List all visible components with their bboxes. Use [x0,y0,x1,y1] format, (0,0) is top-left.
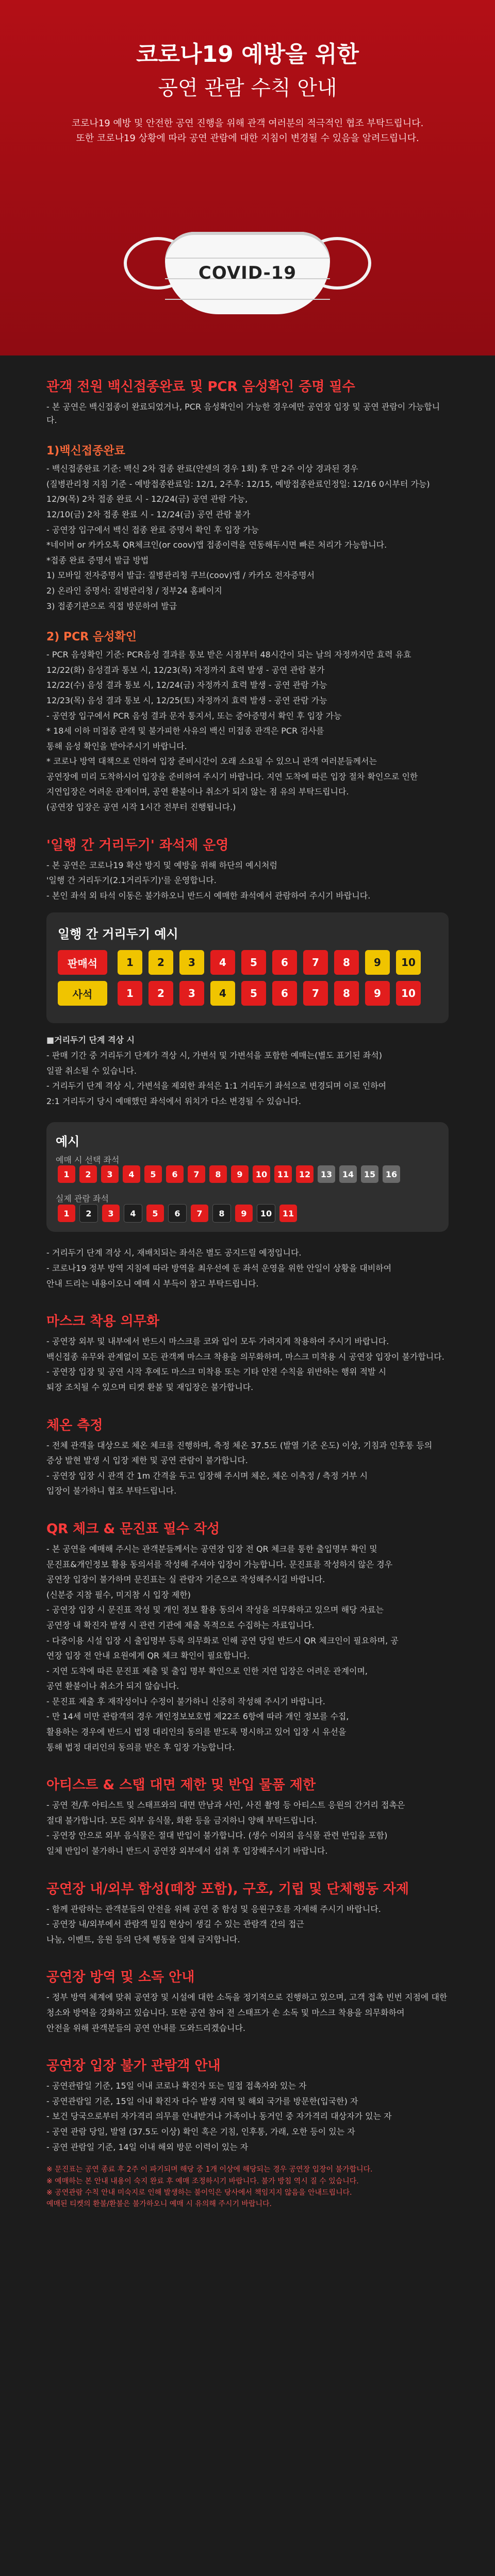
section-line: 퇴장 조치될 수 있으며 티켓 환불 및 재입장은 불가합니다. [46,1382,254,1392]
section-line: 12/22(수) 음성 결과 통보 시, 12/24(금) 자정까지 효력 발생 - 공연 관람 가능 [46,680,327,690]
mask-illustration [124,216,371,340]
distancing-note: ■거리두기 단계 격상 시 [46,1035,135,1045]
example-seat: 5 [144,1165,162,1183]
section-line: 12/23(목) 음성 결과 통보 시, 12/25(토) 자정까지 효력 발생 - 공연 관람 가능 [46,695,327,705]
section-line: 3) 접종기관으로 직접 방문하여 발급 [46,601,177,611]
section-line: - 본인 좌석 외 타석 이동은 불가하오니 반드시 예매한 좌석에서 관람하여 주시기 바랍니다. [46,890,371,901]
seat-distancing-panel [46,912,449,1023]
footer-line: 예매된 티켓의 환불/환불은 불가하오니 예매 시 유의해 주시기 바랍니다. [46,2200,272,2209]
section-title-mask: 마스크 착용 의무화 [46,1314,160,1330]
section-title-vaccine: 관객 전원 백신접종완료 및 PCR 음성확인 증명 필수 [46,379,355,395]
example-seat: 5 [146,1205,164,1222]
sold-seat-tag: 판매석 [58,950,107,975]
example-seat: 15 [361,1165,378,1183]
section-title-qr: QR 체크 & 문진표 필수 작성 [46,1521,220,1537]
seat: 9 [365,950,390,975]
seat: 6 [272,950,297,975]
section-line: - 공연장 입구에서 백신 접종 완료 증명서 확인 후 입장 가능 [46,524,259,535]
seat: 10 [396,981,421,1006]
example-seat: 4 [123,1165,140,1183]
section-line: 문진표&개인정보 활용 동의서를 작성해 주셔야 입장이 가능합니다. 문진표를 작성하지 않은 경우 [46,1559,393,1569]
seat: 3 [179,981,204,1006]
section-line: 1) 모바일 전자증명서 발급: 질병관리청 쿠브(coov)앱 / 카카오 전자증명서 [46,570,315,581]
example-after-label: 실제 관람 좌석 [56,1194,109,1204]
section-line: - 공연 관람일 기준, 14일 이내 해외 방문 이력이 있는 자 [46,2142,249,2152]
example-before-row [56,1165,439,1183]
seat: 7 [303,981,328,1006]
intro-text [52,116,443,146]
section-line: * 코로나 방역 대책으로 인하여 입장 준비시간이 오래 소요될 수 있으니 관객 여러분들께서는 [46,756,377,767]
section-line: 백신접종 유무와 관계없이 모든 관객께 마스크 착용을 의무화하며, 마스크 미착용 시 공연장 입장이 불가합니다. [46,1351,444,1362]
section-line: - 공연장 내/외부에서 관람객 밀집 현상이 생길 수 있는 관람객 간의 접근 [46,1919,304,1929]
seat: 1 [118,981,142,1006]
intro-line-2: 또한 코로나19 상황에 따라 공연 관람에 대한 지침이 변경될 수 있음을 알려드립니다. [76,132,419,144]
seat-row-1 [58,950,437,975]
seat: 5 [241,950,266,975]
section-line: - 전체 관객을 대상으로 체온 체크를 진행하며, 측정 체온 37.5도 (발열 기준 온도) 이상, 기침과 인후통 등의 [46,1440,433,1450]
seat: 2 [148,981,173,1006]
seat: 7 [303,950,328,975]
example-note: - 거리두기 단계 격상 시, 재배치되는 좌석은 별도 공지드릴 예정입니다. [46,1248,302,1258]
section-line: - 지연 도착에 따른 문진표 제출 및 출입 명부 확인으로 인한 지연 입장은 어려운 관계이며, [46,1666,368,1676]
section-title-seating: '일행 간 거리두기' 좌석제 운영 [46,837,229,853]
section-line: - 공연장 입장 시 문진표 작성 및 개인 정보 활용 동의서 작성을 의무화하고 있으며 해당 자료는 [46,1605,384,1615]
section-line: *네이버 or 카카오톡 QR체크인(or coov)앱 접종이력을 연동해두시면 빠른 처리가 가능합니다. [46,540,387,550]
section-line: - 함께 관람하는 관객분들의 안전을 위해 공연 중 함성 및 응원구호를 자제해 주시기 바랍니다. [46,1904,381,1914]
mask-fold-line [165,258,330,259]
seat-panel-title: 일행 간 거리두기 예시 [58,927,178,942]
seat: 4 [210,950,235,975]
mask-label: COVID-19 [198,263,297,283]
section-subtitle-vaccine: 1)백신접종완료 [46,445,125,458]
example-before-label: 예매 시 선택 좌석 [56,1155,120,1165]
example-seat: 6 [166,1165,184,1183]
section-line: 공연장 입장이 불가하며 문진표는 실 관람자 기준으로 작성해주시길 바랍니다. [46,1574,325,1585]
seat: 1 [118,950,142,975]
section-line: 활용하는 경우에 반드시 법정 대리인의 동의를 받도록 명시하고 있어 입장 시 유선을 [46,1727,346,1737]
section-line: - 만 14세 미만 관람객의 경우 개인정보보호법 제22조 6항에 따라 개인 정보를 수집, [46,1711,349,1722]
section-line: 통해 법정 대리인의 동의를 받은 후 입장 가능합니다. [46,1742,235,1752]
section-line: 12/22(화) 음성결과 통보 시, 12/23(목) 자정까지 효력 발생 - 공연 관람 불가 [46,665,325,675]
footer-line: ※ 문진표는 공연 종료 후 2주 이 파기되며 해당 중 1개 이상에 해당되는 경우 공연장 입장이 불가합니다. [46,2165,373,2174]
section-line: - 본 공연을 예매해 주시는 관객분들께서는 공연장 입장 전 QR 체크를 통한 출입명부 확인 및 [46,1544,377,1554]
distancing-note: - 거리두기 단계 격상 시, 가변석을 제외한 좌석은 1:1 거리두기 좌석으로 변경되며 이로 인하여 [46,1081,387,1091]
example-note: 안내 드리는 내용이오니 예매 시 부득이 참고 부탁드립니다. [46,1278,259,1289]
section-line: 통해 음성 확인을 받아주시기 바랍니다. [46,741,187,751]
seat: 6 [272,981,297,1006]
section-line: - 공연장 안으로 외부 음식물은 절대 반입이 불가합니다. (생수 이외의 음식물 관련 반입을 포함) [46,1831,388,1841]
section-title-notallowed: 공연장 입장 불가 관람객 안내 [46,2058,221,2074]
example-seat: 10 [257,1204,275,1223]
example-seat: 2 [79,1204,98,1223]
section-line: - 공연관람일 기준, 15일 이내 코로나 확진자 또는 밀접 접촉자와 있는 자 [46,2081,307,2091]
section-title-disinfect: 공연장 방역 및 소독 안내 [46,1970,195,1986]
section-line: - 공연관람일 기준, 15일 이내 확진자 다수 발생 지역 및 해외 국가를 방문한(입국한) 자 [46,2096,358,2106]
empty-seat-tag: 사석 [58,981,107,1006]
section-line: - 문진표 제출 후 재작성이나 수정이 불가하니 신중히 작성해 주시기 바랍니다. [46,1696,325,1706]
seat: 2 [148,950,173,975]
section-line: - 다중이용 시설 입장 시 출입명부 등록 의무화로 인해 공연 당일 반드시 QR 체크인이 필요하며, 공 [46,1635,399,1646]
section-line: (신분증 지참 필수, 미지참 시 입장 제한) [46,1589,191,1600]
seat: 8 [334,981,359,1006]
seat: 10 [396,950,421,975]
section-line: * 18세 이하 미접종 관객 및 불가피한 사유의 백신 미접종 관객은 PCR 검사를 [46,726,324,736]
page-subtitle: 공연 관람 수칙 안내 [158,76,337,100]
section-line: 공연 환불이나 취소가 되지 않습니다. [46,1681,179,1691]
section-line: 나눔, 이벤트, 응원 등의 단체 행동을 일체 금지합니다. [46,1934,240,1944]
section-line: 증상 발현 발생 시 입장 제한 및 공연 관람이 불가합니다. [46,1455,248,1466]
example-note: - 코로나19 정부 방역 지침에 따라 방역을 최우선에 둔 좌석 운영을 위한 안일이 상황을 대비하여 [46,1263,392,1273]
example-seat: 8 [212,1204,231,1223]
distancing-note: 2:1 거리두기 당시 예매했던 좌석에서 위치가 다소 변경될 수 있습니다. [46,1096,301,1106]
mask-fold-line [165,299,330,300]
section-title-cheer: 공연장 내/외부 함성(떼창 포함), 구호, 기립 및 단체행동 자제 [46,1881,409,1897]
section-line: 공연장에 미리 도착하시어 입장을 준비하여 주시기 바랍니다. 지연 도착에 따른 입장 절차 확인으로 인한 [46,771,418,782]
section-line: - 공연 관람 당일, 발열 (37.5도 이상) 확인 혹은 기침, 인후통, 가래, 오한 등이 있는 자 [46,2126,355,2137]
example-seat: 8 [209,1165,227,1183]
section-line: - 공연장 외부 및 내부에서 반드시 마스크를 코와 입이 모두 가려지게 착용하여 주시기 바랍니다. [46,1336,389,1347]
example-seat: 6 [168,1204,187,1223]
seat: 3 [179,950,204,975]
example-seat: 3 [101,1165,119,1183]
distancing-note: - 판매 기간 중 거리두기 단계가 격상 시, 가변석 및 가변석을 포함한 예매는(별도 표기된 좌석) [46,1050,382,1061]
example-seat: 11 [274,1165,292,1183]
section-line: (질병관리청 지침 기준 - 예방접종완료일: 12/1, 2주후: 12/15, 예방접종완료인정일: 12/16 0시부터 가능) [46,479,430,489]
seat: 9 [365,981,390,1006]
section-line: (공연장 입장은 공연 시작 1시간 전부터 진행됩니다.) [46,802,236,812]
section-subtitle-pcr: 2) PCR 음성확인 [46,631,137,644]
example-seat: 1 [58,1165,75,1183]
intro-line-1: 코로나19 예방 및 안전한 공연 진행을 위해 관객 여러분의 적극적인 협조 부탁드립니다. [71,117,424,129]
section-line: 공연장 내 확진자 발생 시 관련 기관에 제출 목적으로 수집하는 자료입니다. [46,1620,315,1630]
section-line: - 본 공연은 백신접종이 완료되었거나, PCR 음성확인이 가능한 경우에만 공연장 입장 및 공연 관람이 가능합니다. [46,402,440,425]
example-seat: 14 [339,1165,357,1183]
section-line: 입장이 불가하니 협조 부탁드립니다. [46,1486,177,1496]
section-line: 청소와 방역을 강화하고 있습니다. 또한 공연 참여 전 스태프가 손 소독 및 마스크 착용을 의무화하여 [46,2008,405,2018]
seat-row-2 [58,981,437,1006]
example-seat: 7 [191,1205,208,1222]
example-seat: 16 [383,1165,400,1183]
example-seat: 12 [296,1165,314,1183]
example-seat: 4 [124,1204,142,1223]
example-seat: 9 [231,1165,249,1183]
page-title: 코로나19 예방을 위한 [136,41,359,67]
example-seat: 7 [188,1165,205,1183]
section-line: 12/9(목) 2차 접종 완료 시 - 12/24(금) 공연 관람 가능, [46,494,248,504]
example-after-row [56,1204,439,1223]
section-line: 안전을 위해 관객분들의 공연 안내를 도와드리겠습니다. [46,2023,246,2033]
seat: 4 [210,981,235,1006]
seat: 5 [241,981,266,1006]
section-line: - 공연장 입장 시 관객 간 1m 간격을 두고 입장해 주시며 체온, 체온 이측정 / 측정 거부 시 [46,1470,368,1481]
example-title: 예시 [56,1134,80,1149]
section-line: - PCR 음성확인 기준: PCR음성 결과를 통보 받은 시점부터 48시간이 되는 날의 자정까지만 효력 유효 [46,650,411,660]
section-line: *접종 완료 증명서 발급 방법 [46,555,149,565]
hero-banner [0,0,495,355]
distancing-example [46,1122,449,1232]
section-line: 절대 불가합니다. 모든 외부 음식물, 화환 등을 금지하니 양해 부탁드립니다. [46,1815,317,1825]
section-line: - 백신접종완료 기준: 백신 2차 접종 완료(얀센의 경우 1회) 후 만 2주 이상 경과된 경우 [46,464,358,474]
section-line: 2) 온라인 증명서: 질병관리청 / 정부24 홈페이지 [46,585,222,596]
example-seat: 2 [79,1165,97,1183]
example-seat: 1 [58,1205,75,1222]
section-title-temp: 체온 측정 [46,1417,103,1433]
example-seat: 10 [253,1165,270,1183]
example-seat: 11 [279,1205,297,1222]
section-line: - 정부 방역 체계에 맞춰 공연장 및 시설에 대한 소독을 정기적으로 진행하고 있으며, 고객 접촉 빈번 지점에 대한 [46,1992,448,2003]
section-line: - 공연장 입장 및 공연 시작 후에도 마스크 미착용 또는 기타 안전 수칙을 위반하는 행위 적발 시 [46,1367,387,1377]
section-line: 지연입장은 어려운 관계이며, 공연 환불이나 취소가 되지 않는 점 유의 부탁드립니다. [46,787,349,797]
distancing-note: 일괄 취소될 수 있습니다. [46,1065,137,1076]
section-line: - 본 공연은 코로나19 확산 방지 및 예방을 위해 하단의 예시처럼 [46,860,277,870]
section-line: - 공연 전/후 아티스트 및 스태프와의 대면 만남과 사인, 사진 촬영 등 아티스트 응원의 간거리 접촉은 [46,1800,405,1810]
example-seat: 3 [102,1205,120,1222]
example-seat: 9 [235,1205,253,1222]
footer-line: ※ 공연관람 수칙 안내 미숙지로 인해 발생하는 불이익은 당사에서 책임지지 않음을 안내드립니다. [46,2188,352,2197]
content [0,376,495,2210]
section-title-artist: 아티스트 & 스탭 대면 제한 및 반입 물품 제한 [46,1777,316,1793]
section-line: - 보건 당국으로부터 자가격리 의무를 안내받거나 가족이나 동거인 중 자가격리 대상자가 있는 자 [46,2111,392,2122]
section-line: 일체 반입이 불가하니 반드시 공연장 외부에서 섭취 후 입장해주시기 바랍니다. [46,1846,328,1856]
section-line: - 공연장 입구에서 PCR 음성 결과 문자 통지서, 또는 증아증명서 확인 후 입장 가능 [46,710,342,721]
section-line: 연장 입장 전 안내 요원에게 QR 체크 확인이 필요합니다. [46,1651,250,1661]
section-line: '일행 간 거리두기(2.1거리두기)'를 운영합니다. [46,875,217,886]
seat: 8 [334,950,359,975]
section-line: 12/10(금) 2차 접종 완료 시 - 12/24(금) 공연 관람 불가 [46,509,251,519]
footer-notes [46,2164,449,2210]
footer-line: ※ 예매하는 본 안내 내용이 숙지 완료 후 예매 조정하시기 바랍니다. 불가 방침 역시 질 수 있습니다. [46,2177,359,2185]
example-seat: 13 [318,1165,335,1183]
